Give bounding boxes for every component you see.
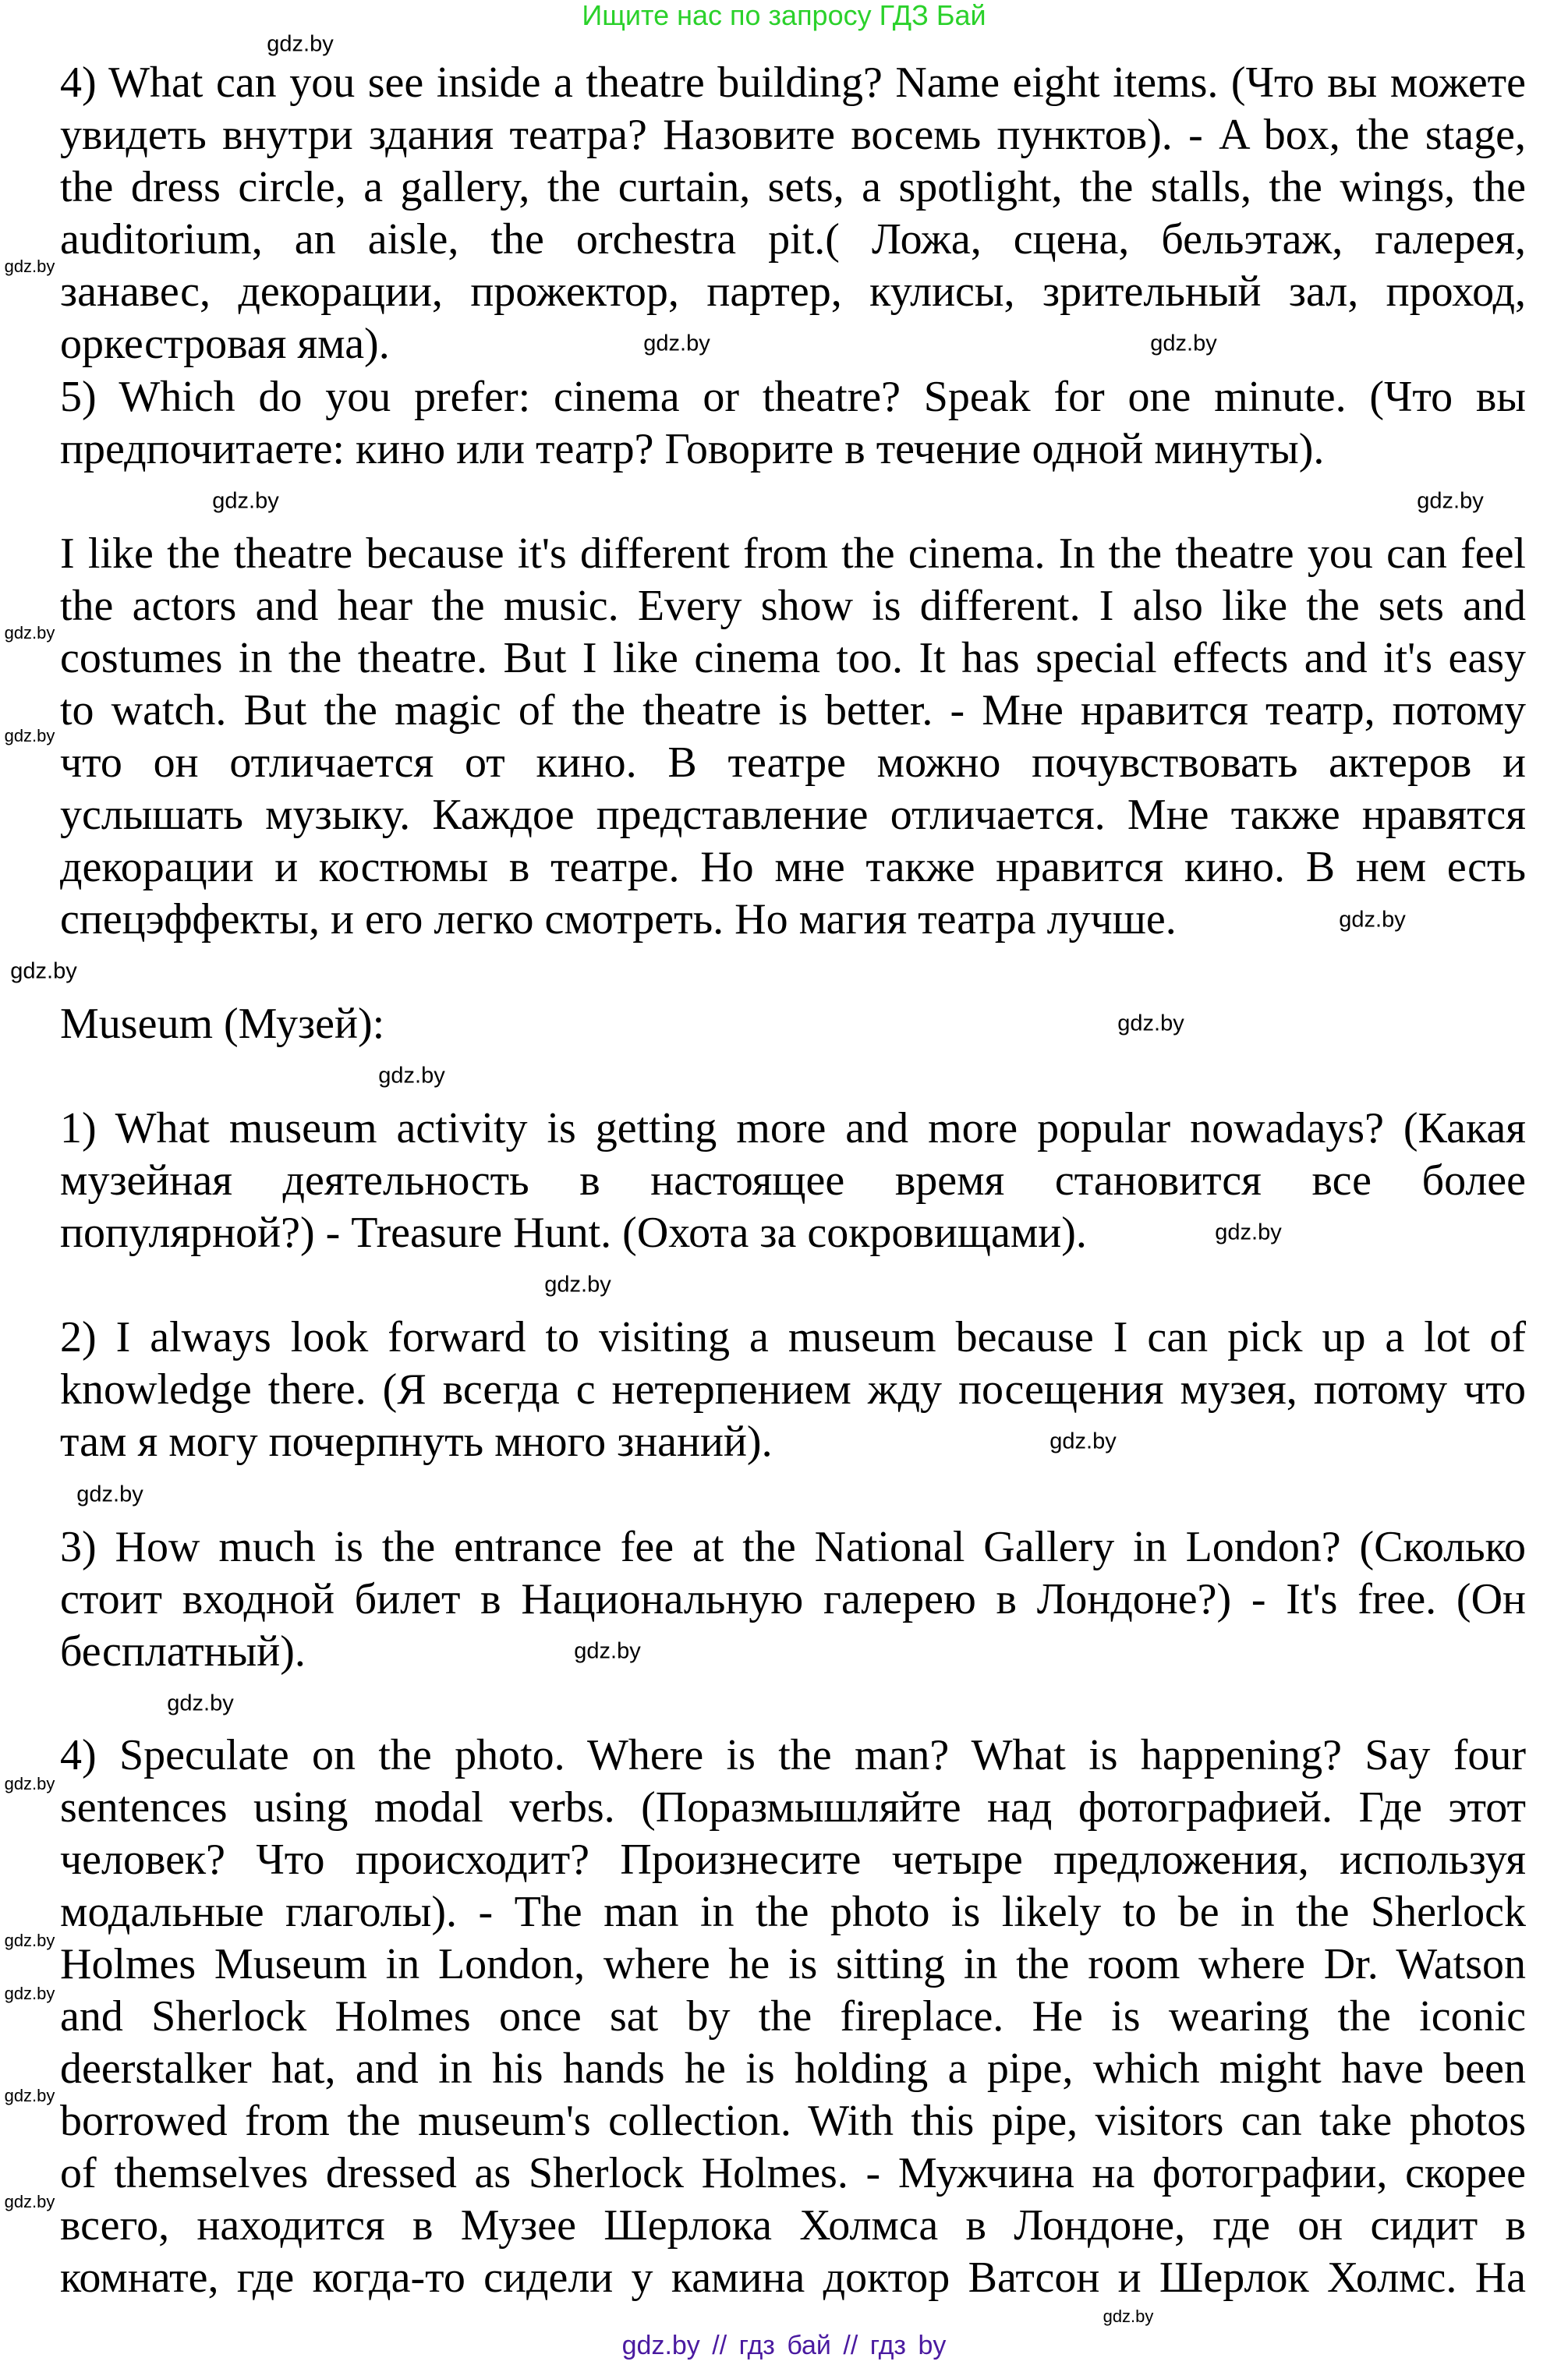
text-line: Holmes Museum in London, where he is sitting in the room where Dr. Watson xyxy=(60,1940,1526,1988)
paragraph-museum-q3 xyxy=(60,1521,1526,1678)
text-line: услышать музыку. Каждое представление отличается. Мне также нравятся xyxy=(60,791,1526,839)
watermark-text: gdz.by xyxy=(1417,488,1484,514)
watermark-text: gdz.by xyxy=(4,2086,55,2105)
paragraph-theatre-q5 xyxy=(60,371,1526,476)
text-line: and Sherlock Holmes once sat by the fireplace. He is wearing the iconic xyxy=(60,1992,1526,2041)
text-line: там я могу почерпнуть много знаний). xyxy=(60,1418,773,1466)
text-line: оркестровая яма). xyxy=(60,320,390,368)
text-line: of themselves dressed as Sherlock Holmes. - Мужчина на фотографии, скорее xyxy=(60,2149,1526,2197)
text-line: спецэффекты, и его легко смотреть. Но магия театра лучше. xyxy=(60,895,1177,944)
text-line: всего, находится в Музее Шерлока Холмса в Лондоне, где он сидит в xyxy=(60,2201,1526,2250)
watermark-text: gdz.by xyxy=(10,958,77,984)
watermark-text: gdz.by xyxy=(4,623,55,643)
text-line: to watch. But the magic of the theatre is better. - Мне нравится театр, потому xyxy=(60,686,1526,735)
watermark-text: gdz.by xyxy=(4,2192,55,2211)
watermark-text: gdz.by xyxy=(4,726,55,745)
text-line: 4) What can you see inside a theatre building? Name eight items. (Что вы можете xyxy=(60,58,1526,107)
watermark-text: gdz.by xyxy=(4,1931,55,1950)
text-line: бесплатный). xyxy=(60,1627,306,1676)
text-line: популярной?) - Treasure Hunt. (Охота за сокровищами). xyxy=(60,1209,1087,1257)
text-line: занавес, декорации, прожектор, партер, кулисы, зрительный зал, проход, xyxy=(60,267,1526,316)
text-line: deerstalker hat, and in his hands he is holding a pipe, which might have been xyxy=(60,2045,1526,2093)
watermark-text: gdz.by xyxy=(1150,331,1217,356)
text-line: 2) I always look forward to visiting a museum because I can pick up a lot of xyxy=(60,1313,1526,1361)
footer-links[interactable]: gdz.by // гдз бай // гдз by xyxy=(621,2331,947,2360)
watermark-text: gdz.by xyxy=(4,1984,55,2003)
paragraph-museum-heading xyxy=(60,998,1526,1050)
text-line: knowledge there. (Я всегда с нетерпением жду посещения музея, потому что xyxy=(60,1365,1526,1414)
text-line: предпочитаете: кино или театр? Говорите в течение одной минуты). xyxy=(60,425,1325,473)
text-line: что он отличается от кино. В театре можно почувствовать актеров и xyxy=(60,738,1526,787)
paragraph-museum-q4 xyxy=(60,1729,1526,2304)
text-line: человек? Что происходит? Произнесите четыре предложения, используя xyxy=(60,1836,1526,1884)
watermark-text: gdz.by xyxy=(76,1482,143,1507)
text-line: модальные глаголы). - The man in the photo is likely to be in the Sherlock xyxy=(60,1888,1526,1936)
watermark-text: gdz.by xyxy=(1339,907,1406,933)
paragraph-theatre-answer xyxy=(60,528,1526,946)
text-line: декорации и костюмы в театре. Но мне также нравится кино. В нем есть xyxy=(60,843,1526,891)
watermark-text: gdz.by xyxy=(1049,1429,1117,1454)
text-line: комнате, где когда-то сидели у камина доктор Ватсон и Шерлок Холмс. На xyxy=(60,2253,1526,2302)
watermark-text: gdz.by xyxy=(1103,2307,1154,2326)
text-line: I like the theatre because it's different from the cinema. In the theatre you can feel xyxy=(60,529,1526,578)
text-line: 3) How much is the entrance fee at the National Gallery in London? (Сколько xyxy=(60,1523,1526,1571)
text-line: sentences using modal verbs. (Поразмышляйте над фотографией. Где этот xyxy=(60,1783,1526,1832)
watermark-text: gdz.by xyxy=(212,488,279,514)
watermark-text: gdz.by xyxy=(1215,1220,1282,1245)
text-line: auditorium, an aisle, the orchestra pit.( Ложа, сцена, бельэтаж, галерея, xyxy=(60,215,1526,264)
text-line: увидеть внутри здания театра? Назовите восемь пунктов). - A box, the stage, xyxy=(60,111,1526,159)
watermark-text: gdz.by xyxy=(1117,1011,1184,1036)
text-line: the actors and hear the music. Every show is different. I also like the sets and xyxy=(60,582,1526,630)
watermark-text: gdz.by xyxy=(643,331,710,356)
text-line: музейная деятельность в настоящее время становится все более xyxy=(60,1156,1526,1205)
text-line: стоит входной билет в Национальную галерею в Лондоне?) - It's free. (Он xyxy=(60,1575,1526,1623)
text-line: costumes in the theatre. But I like cinema too. It has special effects and it's easy xyxy=(60,634,1526,682)
paragraph-museum-q2 xyxy=(60,1312,1526,1468)
search-banner: Ищите нас по запросу ГДЗ Бай xyxy=(582,0,986,31)
text-line: 1) What museum activity is getting more and more popular nowadays? (Какая xyxy=(60,1104,1526,1152)
text-line: 4) Speculate on the photo. Where is the man? What is happening? Say four xyxy=(60,1731,1526,1779)
text-line: the dress circle, a gallery, the curtain, sets, a spotlight, the stalls, the wings, the xyxy=(60,163,1526,211)
watermark-text: gdz.by xyxy=(378,1063,445,1089)
paragraph-museum-q1 xyxy=(60,1103,1526,1259)
text-line: 5) Which do you prefer: cinema or theatre? Speak for one minute. (Что вы xyxy=(60,373,1526,421)
watermark-text: gdz.by xyxy=(4,257,55,276)
text-line: Museum (Музей): xyxy=(60,1000,385,1048)
watermark-text: gdz.by xyxy=(167,1691,234,1716)
paragraph-theatre-q4 xyxy=(60,57,1526,370)
watermark-text: gdz.by xyxy=(544,1272,611,1298)
watermark-text: gdz.by xyxy=(574,1638,641,1664)
watermark-text: gdz.by xyxy=(4,1774,55,1793)
watermark-text: gdz.by xyxy=(267,31,334,57)
text-line: borrowed from the museum's collection. With this pipe, visitors can take photos xyxy=(60,2097,1526,2145)
